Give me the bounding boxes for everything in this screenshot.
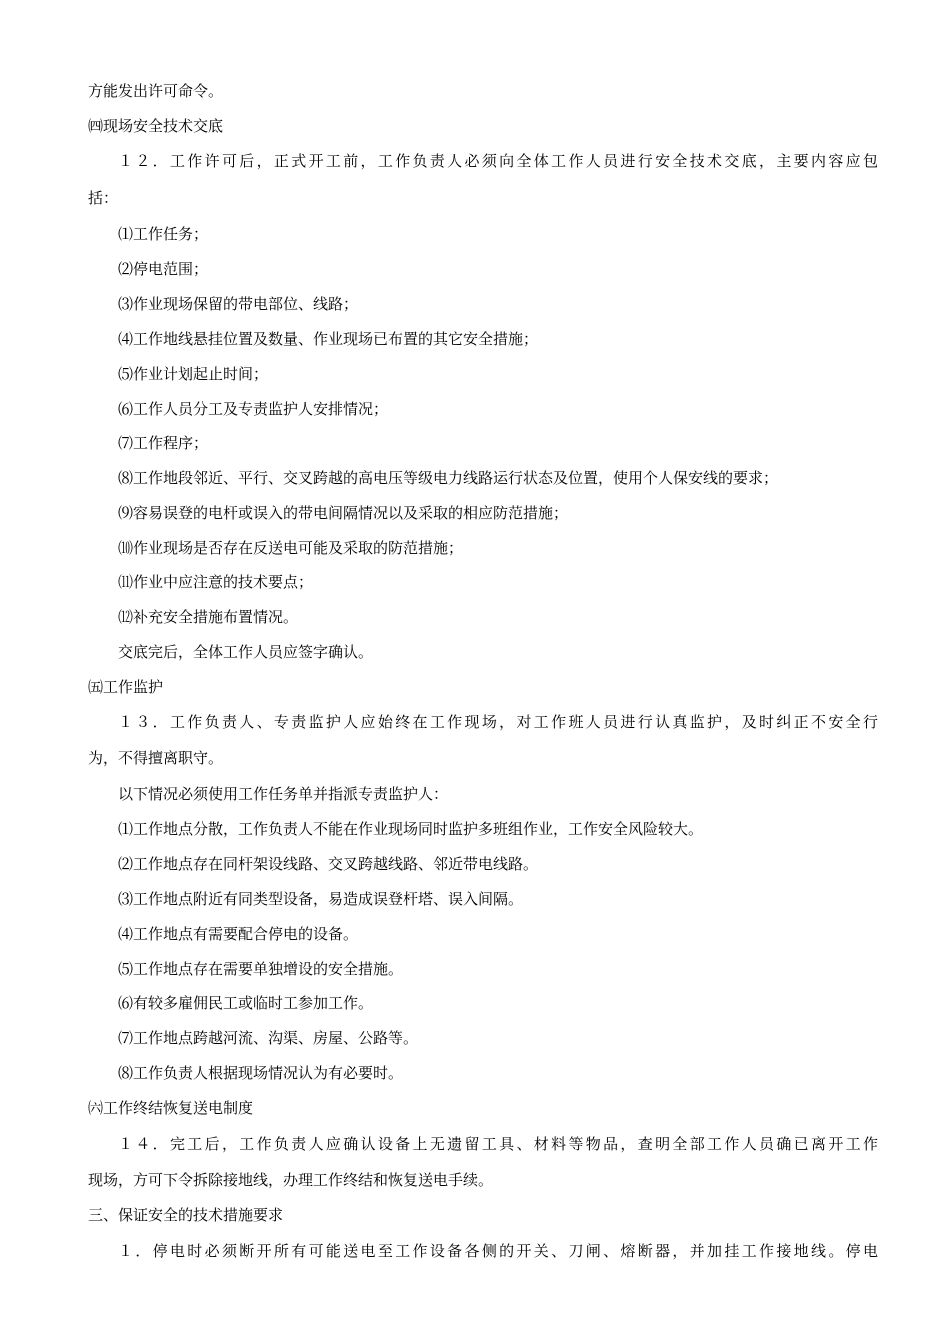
list-item: ⑴工作地点分散，工作负责人不能在作业现场同时监护多班组作业，工作安全风险较大。: [118, 820, 704, 838]
list-item: ⑻工作地段邻近、平行、交叉跨越的高电压等级电力线路运行状态及位置，使用个人保安线的要求；: [118, 469, 779, 487]
clause-1-line-1: １．停电时必须断开所有可能送电至工作设备各侧的开关、刀闸、熔断器，并加挂工作接地线。停电: [118, 1242, 878, 1260]
clause-13-line-1: １３．工作负责人、专责监护人应始终在工作现场，对工作班人员进行认真监护，及时纠正不安全行: [118, 713, 878, 731]
list-item: ⑷工作地点有需要配合停电的设备。: [118, 925, 359, 943]
clause-12-line-2: 括：: [88, 189, 119, 207]
list-item: ⑵停电范围；: [118, 260, 209, 278]
clause-12-line-1: １２．工作许可后，正式开工前，工作负责人必须向全体工作人员进行安全技术交底，主要内容应包: [118, 152, 878, 170]
text-line: 交底完后，全体工作人员应签字确认。: [118, 643, 374, 661]
list-item: ⑶作业现场保留的带电部位、线路；: [118, 295, 359, 313]
list-item: ⑺工作地点跨越河流、沟渠、房屋、公路等。: [118, 1029, 419, 1047]
list-item: ⑹工作人员分工及专责监护人安排情况；: [118, 400, 389, 418]
clause-14-line-2: 现场，方可下令拆除接地线，办理工作终结和恢复送电手续。: [88, 1171, 494, 1189]
list-item: ⑷工作地线悬挂位置及数量、作业现场已布置的其它安全措施；: [118, 330, 539, 348]
list-item: ⑽作业现场是否存在反送电可能及采取的防范措施；: [118, 539, 464, 557]
section-heading-6: ㈥工作终结恢复送电制度: [88, 1099, 254, 1117]
list-item: ⑼容易误登的电杆或误入的带电间隔情况以及采取的相应防范措施；: [118, 504, 569, 522]
list-item: ⑿补充安全措施布置情况。: [118, 608, 299, 626]
section-heading-5: ㈤工作监护: [88, 678, 164, 696]
list-item: ⑶工作地点附近有同类型设备，易造成误登杆塔、误入间隔。: [118, 890, 524, 908]
clause-14-line-1: １４．完工后，工作负责人应确认设备上无遗留工具、材料等物品，查明全部工作人员确已离开工作: [118, 1135, 878, 1153]
list-item: ⑴工作任务；: [118, 225, 209, 243]
list-item: ⑹有较多雇佣民工或临时工参加工作。: [118, 994, 374, 1012]
clause-13-line-2: 为，不得擅离职守。: [88, 749, 224, 767]
text-line-continuation: 方能发出许可命令。: [88, 82, 224, 100]
section-heading-4: ㈣现场安全技术交底: [88, 117, 224, 135]
list-item: ⑾作业中应注意的技术要点；: [118, 573, 314, 591]
list-item: ⑸作业计划起止时间；: [118, 365, 269, 383]
list-item: ⑺工作程序；: [118, 434, 209, 452]
chapter-heading-3: 三、保证安全的技术措施要求: [88, 1206, 284, 1224]
list-item: ⑻工作负责人根据现场情况认为有必要时。: [118, 1064, 404, 1082]
text-line: 以下情况必须使用工作任务单并指派专责监护人：: [118, 785, 449, 803]
list-item: ⑵工作地点存在同杆架设线路、交叉跨越线路、邻近带电线路。: [118, 855, 539, 873]
list-item: ⑸工作地点存在需要单独增设的安全措施。: [118, 960, 404, 978]
